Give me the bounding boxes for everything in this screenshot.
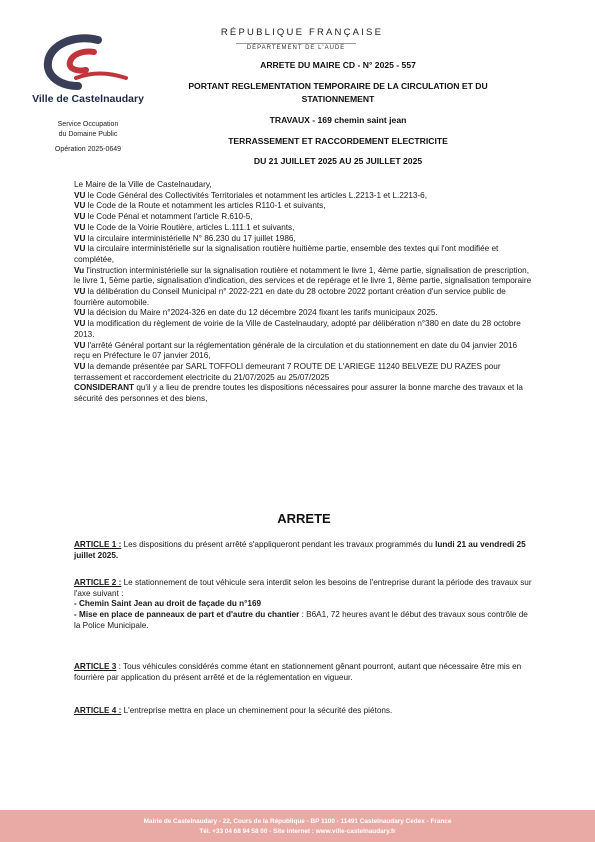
consideration-text: l'arrêté Général portant sur la réglementation générale de la circulation et du stationnement en date du 04 janvier 2016 reçu en Préfecture le 07 janvier 2016, xyxy=(74,340,518,361)
consideration-item xyxy=(74,383,534,404)
consideration-text: l'instruction interministérielle sur la signalisation routière et notamment le livre 1, 4ème partie, signalisation de prescription, le livre 1, 5ème partie, signalisation d'indication, des services et de repérage et le livre 1, 8ème partie, signalisation temporaire xyxy=(74,265,532,286)
considerations-list xyxy=(74,191,534,405)
works-location: TRAVAUX - 169 chemin saint jean xyxy=(269,115,407,125)
arrete-heading: ARRETE xyxy=(277,511,331,526)
consideration-text: le Code Pénal et notamment l'article R.610-5, xyxy=(85,212,253,222)
decree-number: ARRETE DU MAIRE CD - N° 2025 - 557 xyxy=(260,60,416,70)
consideration-text: le Code de la Voirie Routière, articles L.111.1 et suivants, xyxy=(85,222,295,232)
article-1-text: Les dispositions du présent arrêté s'appliqueront pendant les travaux programmés du xyxy=(121,540,436,549)
consideration-lead: VU xyxy=(74,201,86,211)
article-2-text: Le stationnement de tout véhicule sera interdit selon les besoins de l'entreprise durant la période des travaux sur l'axe suivant : xyxy=(74,578,532,598)
consideration-lead: VU xyxy=(74,340,86,350)
consideration-text: le Code de la Route et notamment les articles R110-1 et suivants, xyxy=(85,201,326,211)
consideration-item xyxy=(74,223,534,234)
article-2 xyxy=(74,578,534,632)
consideration-lead: VU xyxy=(74,287,86,297)
operation-number: Opération 2025-0649 xyxy=(54,146,122,153)
consideration-lead: CONSIDERANT xyxy=(74,383,135,393)
consideration-item xyxy=(74,287,534,308)
consideration-lead: Vu xyxy=(74,265,85,275)
works-period: DU 21 JUILLET 2025 AU 25 JUILLET 2025 xyxy=(253,156,423,166)
city-logo xyxy=(36,32,136,96)
consideration-lead: VU xyxy=(74,308,86,318)
article-4-text: L'entreprise mettra en place un cheminement pour la sécurité des piétons. xyxy=(121,706,393,715)
consideration-item xyxy=(74,212,534,223)
consideration-text: le Code Général des Collectivités Territoriales et notamment les articles L.2213-1 et L.2213-6, xyxy=(85,190,427,200)
footer-bar xyxy=(0,810,595,842)
city-name: Ville de Castelnaudary xyxy=(32,93,144,105)
consideration-lead: VU xyxy=(74,244,86,254)
footer-contact: Tél. +33 04 68 94 58 00 - Site internet : www.ville-castelnaudary.fr xyxy=(199,828,396,835)
consideration-text: la décision du Maire n°2024-326 en date du 12 décembre 2024 fixant les tarifs municipaux 2025. xyxy=(85,308,438,318)
consideration-text: qu'il y a lieu de prendre toutes les dispositions nécessaires pour assurer la bonne marche des travaux et la sécurité des personnes et des biens, xyxy=(74,383,523,404)
intro-line: Le Maire de la Ville de Castelnaudary, xyxy=(74,180,212,189)
service-line1: Service Occupation xyxy=(57,121,119,128)
consideration-text: la demande présentée par SARL TOFFOLI demeurant 7 ROUTE DE L'ARIEGE 11240 BELVEZE DU RAZES pour terrassement et raccordement electricite du 21/07/2025 au 25/07/2025 xyxy=(74,361,501,382)
consideration-item xyxy=(74,266,534,287)
article-1-label: ARTICLE 1 : xyxy=(74,540,122,549)
consideration-item xyxy=(74,341,534,362)
consideration-item xyxy=(74,308,534,319)
article-2-item-1: - Chemin Saint Jean au droit de façade du n°169 xyxy=(74,599,262,609)
article-2-label: ARTICLE 2 : xyxy=(74,578,122,587)
consideration-lead: VU xyxy=(74,190,86,200)
consideration-lead: VU xyxy=(74,319,86,329)
article-4-label: ARTICLE 4 : xyxy=(74,706,122,715)
decree-subject: PORTANT REGLEMENTATION TEMPORAIRE DE LA CIRCULATION ET DU STATIONNEMENT xyxy=(188,81,488,104)
consideration-text: la circulaire interministérielle N° 86.230 du 17 juillet 1986, xyxy=(85,233,296,243)
consideration-item xyxy=(74,244,534,265)
republic-heading: RÉPUBLIQUE FRANÇAISE xyxy=(220,27,384,38)
department-heading: DÉPARTEMENT DE L'AUDE xyxy=(236,43,356,51)
article-3 xyxy=(74,662,534,683)
service-line2: du Domaine Public xyxy=(58,130,118,138)
consideration-item xyxy=(74,201,534,212)
consideration-lead: VU xyxy=(74,212,86,222)
article-2-item-2-text: : B6A1, 72 heures avant le début des travaux sous contrôle de la Police Municipale. xyxy=(74,610,528,630)
footer-address: Mairie de Castelnaudary - 22, Cours de la République - BP 1100 - 11491 Castelnaudary Cedex - France xyxy=(143,818,452,825)
considerations-block xyxy=(74,180,534,405)
works-type: TERRASSEMENT ET RACCORDEMENT ELECTRICITE xyxy=(228,136,448,146)
article-1-dates: lundi 21 au vendredi 25 juillet 2025. xyxy=(74,540,526,560)
consideration-lead: VU xyxy=(74,361,86,371)
consideration-text: la modification du règlement de voirie de la Ville de Castelnaudary, adopté par délibération n°380 en date du 28 octobre 2013. xyxy=(74,319,521,339)
consideration-lead: VU xyxy=(74,222,86,232)
article-2-item-2-bold: - Mise en place de panneaux de part et d'autre du chantier xyxy=(74,610,300,620)
consideration-item xyxy=(74,362,534,383)
consideration-lead: VU xyxy=(74,233,86,243)
article-1 xyxy=(74,540,534,561)
consideration-item xyxy=(74,319,534,340)
article-3-label: ARTICLE 3 xyxy=(74,662,117,671)
consideration-item xyxy=(74,234,534,245)
consideration-item xyxy=(74,191,534,202)
article-4 xyxy=(74,706,534,717)
consideration-text: la délibération du Conseil Municipal n° 2022-221 en date du 28 octobre 2022 portant création d'un service public de fourrière automobile. xyxy=(74,287,506,307)
article-3-text: : Tous véhicules considérés comme étant en stationnement gênant pourront, autant que nécessaire être mis en fourrière par application du présent arrêté et de la réglementation en vigueur. xyxy=(74,662,522,682)
consideration-text: la circulaire interministérielle sur la signalisation routière huitième partie, ensemble des textes qui l'ont modifiée et complétée, xyxy=(74,244,499,264)
service-block xyxy=(30,120,146,155)
